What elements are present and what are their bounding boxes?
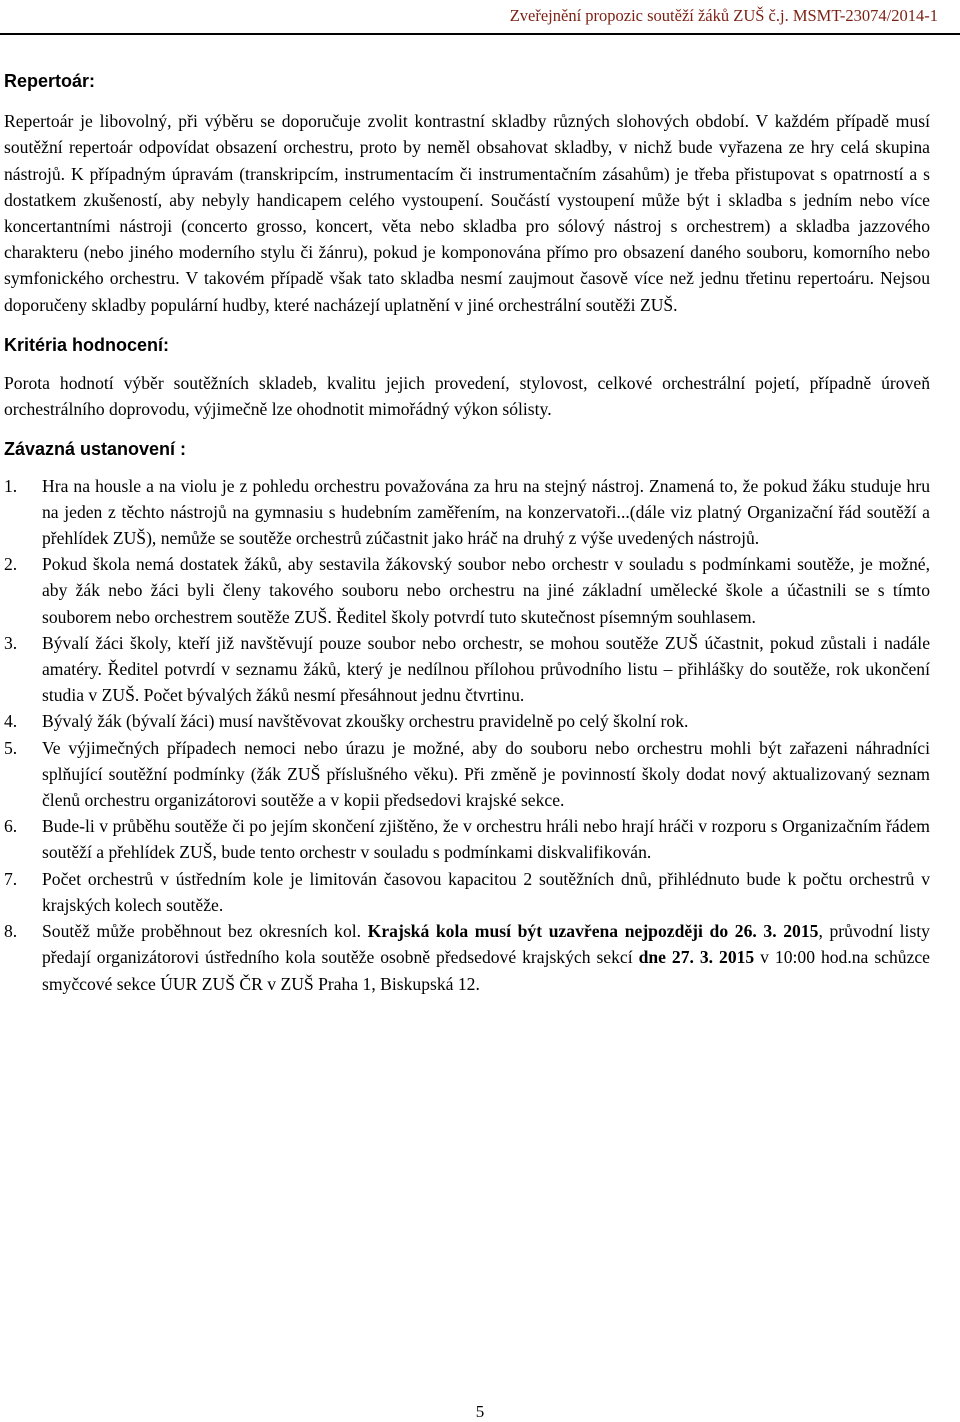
document-body (4, 68, 930, 997)
section-heading-criteria: Kritéria hodnocení: (4, 334, 170, 355)
date-emphasis: dne 27. 3. 2015 (638, 947, 755, 968)
rules-list (4, 473, 930, 997)
rule-item-2 (4, 551, 930, 630)
rule-item-8 (4, 918, 930, 997)
header-rule (0, 33, 960, 35)
criteria-paragraph: Porota hodnotí výběr soutěžních skladeb, kvalitu jejich provedení, stylovost, celkové orchestrální pojetí, případně úroveň orchestrálního doprovodu, výjimečně lze ohodnotit mimořádný výkon sólisty. (4, 373, 930, 420)
repertoire-sentence-1: Repertoár je libovolný, při výběru se doporučuje zvolit kontrastní skladby různých slohových období. (4, 111, 750, 132)
rule-item-3 (4, 630, 930, 709)
section-heading-rules: Závazná ustanovení : (4, 439, 187, 460)
repertoire-sentence-6: Nejsou doporučeny skladby populární hudby, které nacházejí uplatnění v jiné orchestrální soutěži ZUŠ. (4, 268, 930, 315)
document-reference: Zveřejnění propozic soutěží žáků ZUŠ č.j. MSMT-23074/2014-1 (509, 6, 938, 25)
repertoire-sentence-5: V takovém případě však tato skladba nesmí zaujmout časově více než jednu třetinu repertoáru. (185, 268, 875, 289)
rule-number: 3. (4, 632, 18, 653)
rule-number: 7. (4, 868, 18, 889)
rule-text-plain: Soutěž může proběhnout bez okresních kol. (42, 921, 368, 942)
rule-text: Pokud škola nemá dostatek žáků, aby sestavila žákovský soubor nebo orchestr v souladu s podmínkami soutěže, je možné, aby žák nebo žáci byli členy takového souboru nebo orchestru na jiné základní umělecké škole a účastnili se s tímto souborem nebo orchestrem soutěže ZUŠ. Ředitel školy potvrdí tuto skutečnost písemným souhlasem. (42, 554, 930, 627)
rule-item-1 (4, 473, 930, 552)
rule-text: Bude-li v průběhu soutěže či po jejím skončení zjištěno, že v orchestru hráli nebo hrají hráči v rozporu s Organizačním řádem soutěží a přehlídek ZUŠ, bude tento orchestr v souladu s podmínkami diskvalifikován. (42, 816, 930, 863)
rule-text (42, 918, 930, 997)
rule-text: Bývalí žáci školy, kteří již navštěvují pouze soubor nebo orchestr, se mohou soutěže ZUŠ účastnit, pokud zůstali i nadále amatéry. Ředitel potvrdí v seznamu žáků, který je nedílnou přílohou průvodního listu – přihlášky do soutěže, rok ukončení studia v ZUŠ. Počet bývalých žáků nesmí přesáhnout jednu čtvrtinu. (42, 632, 930, 706)
deadline-emphasis: Krajská kola musí být uzavřena nejpozději do 26. 3. 2015 (367, 921, 819, 942)
rule-number: 8. (4, 921, 18, 942)
section-heading-repertoire: Repertoár: (4, 71, 96, 91)
repertoire-paragraph (4, 108, 930, 318)
rule-text-plain: , průvodní listy předají organizátorovi ústředního kola soutěže osobně předsedové krajských sekcí (42, 921, 930, 968)
rule-item-5 (4, 735, 930, 814)
rule-number: 6. (4, 816, 18, 837)
repertoire-sentence-2: V každém případě musí soutěžní repertoár odpovídat obsazení orchestru, proto by neměl obsahovat skladby, v nichž bude vyřazena ze hry celá skupina nástrojů. (4, 111, 930, 184)
rule-number: 5. (4, 737, 18, 758)
rule-item-4 (4, 708, 930, 734)
repertoire-sentence-4: Součástí vystoupení může být i skladba s jedním nebo více koncertantními nástroji (concerto grosso, koncert, věta nebo skladba pro sólový nástroj s orchestrem) a skladba jazzového charakteru (nebo jiného moderního stylu či žánru), pokud je komponována přímo pro obsazení daného souboru, komorního nebo symfonického orchestru. (4, 189, 930, 289)
rule-text-plain: v 10:00 hod.na schůzce smyčcové sekce ÚUR ZUŠ ČR v ZUŠ Praha 1, Biskupská 12. (42, 947, 930, 994)
page-number: 5 (475, 1402, 485, 1421)
rule-item-6 (4, 813, 930, 865)
rule-text: Počet orchestrů v ústředním kole je limitován časovou kapacitou 2 soutěžních dnů, přihlédnuto bude k počtu orchestrů v krajských kolech soutěže. (42, 868, 930, 915)
rule-number: 4. (4, 711, 18, 732)
rule-text: Bývalý žák (bývalí žáci) musí navštěvovat zkoušky orchestru pravidelně po celý školní rok. (42, 711, 689, 732)
rule-item-7 (4, 866, 930, 918)
rule-text: Hra na housle a na violu je z pohledu orchestru považována za hru na stejný nástroj. Znamená to, že pokud žáku studuje hru na jeden z těchto nástrojů na gymnasiu s hudebním zaměřením, na konzervatoři...(dále viz platný Organizační řád soutěží a přehlídek ZUŠ), nemůže se soutěže orchestrů zúčastnit jako hráč na druhý z výše uvedených nástrojů. (42, 475, 930, 549)
repertoire-sentence-3: K případným úpravám (transkripcím, instrumentacím či instrumentačním zásahům) je třeba přistupovat s opatrností a s dostatkem zkušeností, aby nebyly handicapem celého vystoupení. (4, 163, 930, 210)
rule-number: 2. (4, 554, 18, 575)
rule-number: 1. (4, 475, 18, 496)
rule-text: Ve výjimečných případech nemoci nebo úrazu je možné, aby do souboru nebo orchestru mohli být zařazeni náhradníci splňující soutěžní podmínky (žák ZUŠ příslušného věku). Při změně je povinností školy dodat nový aktualizovaný seznam členů orchestru organizátorovi soutěže a v kopii předsedovi krajské sekce. (42, 737, 930, 811)
